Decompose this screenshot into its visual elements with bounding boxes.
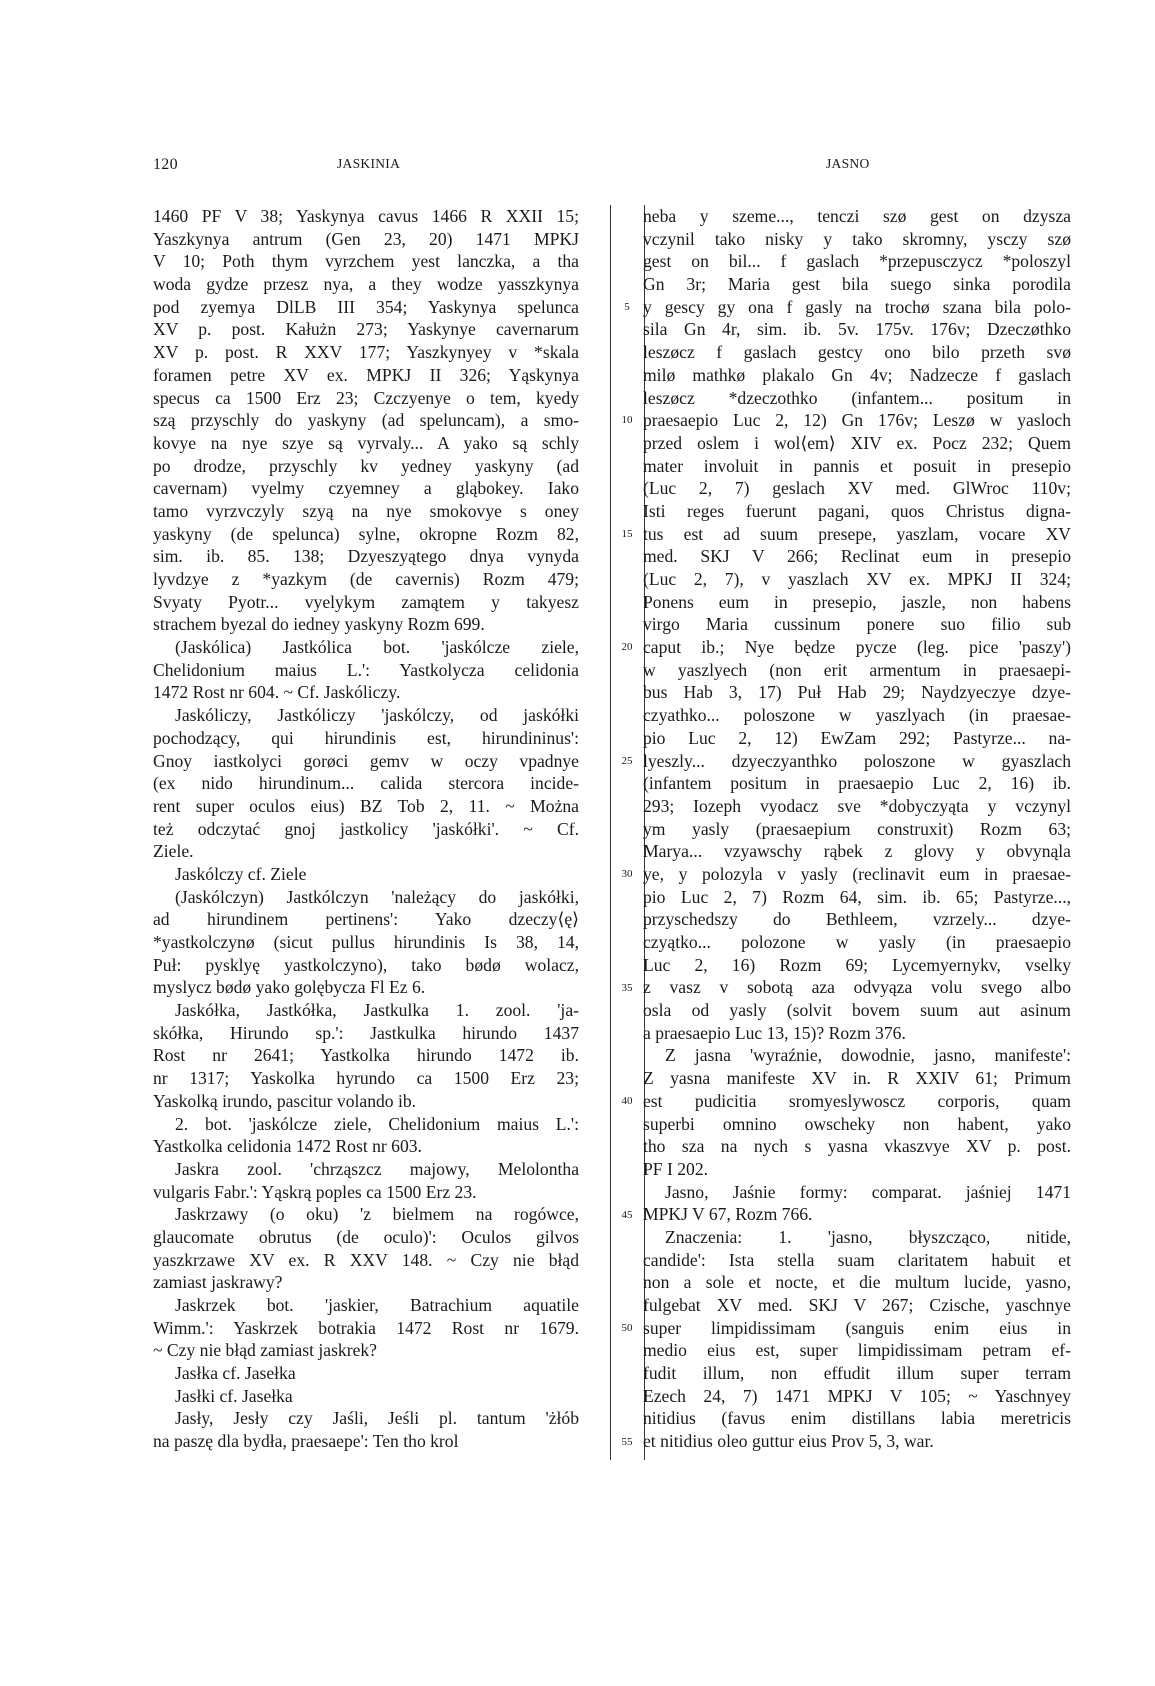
- text-line: lyvdzye z *yazkym (de cavernis) Rozm 479;: [153, 569, 579, 589]
- text-line: zamiast jaskrawy?: [153, 1272, 283, 1293]
- running-head-left: JASKINIA: [337, 156, 401, 171]
- text-line: bus Hab 3, 17) Puł Hab 29; Naydzyeczye dzye-: [643, 682, 1071, 703]
- text-line: ym yasly (praesaepium construxit) Rozm 63;: [643, 818, 1071, 839]
- text-line: pio Luc 2, 7) Rozm 64, sim. ib. 65; Pastyrze...,: [643, 886, 1071, 907]
- text-line: 1460 PF V 38; Yaskynya cavus 1466 R XXII 15;: [153, 206, 579, 226]
- line-number: 40: [621, 1095, 633, 1108]
- text-line: (Luc 2, 7), v yaszlach XV ex. MPKJ II 324;: [643, 569, 1071, 589]
- text-line: leszøcz f gaslach gestcy ono bilo przeth svø: [643, 342, 1071, 363]
- text-line: gest on bil... f gaslach *przepusczycz *poloszyl: [643, 251, 1071, 272]
- line-number: 35: [621, 981, 633, 994]
- text-line: po drodze, przyschly kv yedney yaskyny (ad: [153, 455, 579, 476]
- text-line: Yastkolka celidonia 1472 Rost nr 603.: [153, 1136, 422, 1157]
- text-line: Jasno, Jaśnie formy: comparat. jaśniej 1471: [665, 1181, 1071, 1202]
- text-line: lyeszly... dzyeczyanthko poloszone w gyaszlach: [643, 750, 1071, 771]
- left-column: [153, 205, 579, 1453]
- text-line: (Luc 2, 7) geslach XV med. GlWroc 110v;: [643, 478, 1071, 499]
- text-line: Isti reges fuerunt pagani, quos Christus digna-: [643, 500, 1071, 521]
- text-line: et nitidius oleo guttur eius Prov 5, 3, war.: [643, 1431, 934, 1452]
- text-line: osla od yasly (solvit bovem suum aut asinum: [643, 1000, 1071, 1021]
- text-line: pod zyemya DlLB III 354; Yaskynya spelunca: [153, 296, 579, 317]
- text-line: yaskyny (de spelunca) sylne, okropne Rozm 82,: [153, 523, 579, 544]
- text-line: nr 1317; Yaskolka hyrundo ca 1500 Erz 23;: [153, 1068, 579, 1089]
- text-line: (Jaskólczyn) Jastkólczyn 'należący do jaskółki,: [175, 886, 579, 907]
- line-number: 15: [621, 527, 633, 540]
- text-line: Yaskolką irundo, pascitur volando ib.: [153, 1090, 417, 1111]
- text-line: yaszkrzawe XV ex. R XXV 148. ~ Czy nie błąd: [153, 1249, 579, 1270]
- text-line: Gn 3r; Maria gest bila suego sinka porodila: [643, 274, 1071, 295]
- text-line: w yaszlyech (non erit armentum in praesaepi-: [643, 659, 1071, 680]
- gutter-rule-left: [610, 205, 611, 1460]
- text-line: leszøcz *dzeczothko (infantem... positum in: [643, 387, 1071, 408]
- text-line: na paszę dla bydła, praesaepe': Ten tho krol: [153, 1431, 459, 1452]
- text-line: foramen petre XV ex. MPKJ II 326; Yąskynya: [153, 364, 579, 385]
- text-line: sim. ib. 85. 138; Dzyeszyątego dnya vynyda: [153, 546, 579, 567]
- text-line: z vasz v sobotą aza odvyąza volu svego albo: [643, 977, 1071, 998]
- text-line: milø mathkø plakalo Gn 4v; Nadzecze f gaslach: [643, 364, 1071, 385]
- text-line: ~ Czy nie błąd zamiast jaskrek?: [153, 1340, 377, 1361]
- text-line: V 10; Poth thym vyrzchem yest lanczka, a tha: [153, 251, 579, 272]
- text-line: medio eius est, super limpidissimam petram ef-: [643, 1340, 1071, 1361]
- text-line: med. SKJ V 266; Reclinat eum in presepio: [643, 546, 1071, 567]
- text-line: Ezech 24, 7) 1471 MPKJ V 105; ~ Yaschnyey: [643, 1385, 1071, 1406]
- text-line: szą przyschly do yaskyny (ad speluncam), a smo-: [153, 410, 579, 431]
- text-line: pochodzący, qui hirundinis est, hirundininus':: [153, 727, 579, 748]
- text-line: a praesaepio Luc 13, 15)? Rozm 376.: [643, 1022, 906, 1043]
- line-number-gutter: [610, 205, 633, 1460]
- text-line: *yastkolczynø (sicut pullus hirundinis Is 38, 14,: [153, 932, 579, 952]
- text-line: MPKJ V 67, Rozm 766.: [643, 1204, 813, 1225]
- text-line: neba y szeme..., tenczi szø gest on dzysza: [643, 206, 1071, 226]
- text-line: myslycz bødø yako golębycza Fl Ez 6.: [153, 977, 426, 998]
- text-line: PF I 202.: [643, 1158, 709, 1179]
- line-number: 55: [621, 1435, 633, 1448]
- text-line: praesaepio Luc 2, 12) Gn 176v; Leszø w yasloch: [643, 410, 1071, 431]
- text-line: superbi omnino owscheky non habent, yako: [643, 1113, 1071, 1134]
- text-line: tus est ad suum presepe, yaszlam, vocare XV: [643, 523, 1071, 544]
- text-line: Jaskrzawy (o oku) 'z bielmem na rogówce,: [175, 1204, 579, 1225]
- text-line: XV p. post. R XXV 177; Yaszkynyey v *skala: [153, 342, 579, 363]
- text-line: est pudicitia sromyeslywoscz corporis, quam: [643, 1090, 1071, 1111]
- text-line: kovye na nye szye są vyrvaly... A yako są schly: [153, 432, 579, 453]
- text-line: Marya... vzyawschy rąbek z glovy y obvynąla: [643, 841, 1071, 862]
- text-line: glaucomate obrutus (de oculo)': Oculos gilvos: [153, 1226, 579, 1247]
- line-number: 25: [621, 754, 633, 767]
- text-line: czyątko... polozone w yasly (in praesaepio: [643, 932, 1071, 952]
- text-line: super limpidissimam (sanguis enim eius in: [643, 1317, 1071, 1338]
- text-line: Svyaty Pyotr... vyelykym zamątem y takyesz: [153, 591, 579, 612]
- text-line: tho sza na nych s yasna vkaszvye XV p. post.: [643, 1136, 1071, 1157]
- page-number: 120: [153, 156, 178, 173]
- text-line: Wimm.': Yaskrzek botrakia 1472 Rost nr 1679.: [153, 1317, 579, 1338]
- text-line: cavernam) vyelmy czyemney a gląbokey. Iako: [153, 478, 579, 499]
- text-line: specus ca 1500 Erz 23; Czczyenye o tem, kyedy: [153, 387, 579, 408]
- text-line: Luc 2, 16) Rozm 69; Lycemyernykv, vselky: [643, 954, 1071, 975]
- text-line: Ponens eum in presepio, jaszle, non habens: [643, 591, 1071, 612]
- text-line: pio Luc 2, 12) EwZam 292; Pastyrze... na-: [643, 727, 1071, 748]
- text-line: przyschedszy do Bethleem, vzrzely... dzye-: [643, 909, 1071, 930]
- text-line: Jaskrzek bot. 'jaskier, Batrachium aquatile: [175, 1295, 579, 1315]
- text-line: Jaskólczy cf. Ziele: [175, 863, 307, 884]
- text-line: Ziele.: [153, 841, 194, 862]
- text-line: virgo Maria cussinum ponere suo filio sub: [643, 614, 1071, 635]
- text-line: Jaskóliczy, Jastkóliczy 'jaskólczy, od jaskółki: [175, 705, 579, 726]
- text-line: Jasły, Jesły czy Jaśli, Jeśli pl. tantum 'żłób: [175, 1408, 579, 1429]
- text-line: rent super oculos eius) BZ Tob 2, 11. ~ Można: [153, 795, 579, 816]
- text-line: woda gydze przesz nya, a they wodze yasszkynya: [153, 274, 579, 295]
- text-line: Rost nr 2641; Yastkolka hirundo 1472 ib.: [153, 1045, 579, 1066]
- text-line: Z jasna 'wyraźnie, dowodnie, jasno, manifeste':: [665, 1045, 1071, 1066]
- running-head-right: JASNO: [826, 156, 870, 171]
- text-line: caput ib.; Nye będze pycze (leg. pice 'paszy'): [643, 637, 1071, 658]
- line-number: 30: [621, 868, 633, 881]
- text-line: przed oslem i wol⟨em⟩ XIV ex. Pocz 232; Quem: [643, 432, 1071, 453]
- line-number: 10: [621, 414, 633, 427]
- text-line: vulgaris Fabr.': Yąskrą poples ca 1500 Erz 23.: [153, 1181, 477, 1202]
- text-line: (Jaskólica) Jastkólica bot. 'jaskólcze ziele,: [175, 637, 579, 658]
- text-line: sila Gn 4r, sim. ib. 5v. 175v. 176v; Dzeczøthko: [643, 319, 1071, 340]
- text-line: (ex nido hirundinum... calida stercora incide-: [153, 773, 579, 794]
- text-line: nitidius (favus enim distillans labia meretricis: [643, 1408, 1071, 1429]
- text-line: candide': Ista stella suam claritatem habuit et: [643, 1249, 1071, 1270]
- text-line: Puł: pysklyę yastkolczyno), tako bødø wolacz,: [153, 954, 579, 975]
- text-line: non a sole et nocte, et die multum lucide, yasno,: [643, 1272, 1071, 1293]
- line-number: 20: [621, 641, 633, 654]
- text-line: 2. bot. 'jaskólcze ziele, Chelidonium maius L.':: [175, 1113, 579, 1134]
- text-line: XV p. post. Kałużn 273; Yaskynye cavernarum: [153, 319, 579, 340]
- text-line: tamo vyrzvczyly szyą na nye smokovye s oney: [153, 500, 579, 521]
- text-line: Jaskra zool. 'chrząszcz majowy, Melolontha: [175, 1158, 579, 1179]
- text-line: Z yasna manifeste XV in. R XXIV 61; Primum: [643, 1068, 1071, 1089]
- text-line: vczynil tako nisky y tako skromny, ysczy szø: [643, 228, 1071, 249]
- text-line: Jaskółka, Jastkółka, Jastkulka 1. zool. 'ja-: [175, 1000, 579, 1021]
- line-number: 50: [621, 1322, 633, 1335]
- text-line: Jasłka cf. Jasełka: [175, 1363, 296, 1384]
- text-line: 293; Iozeph vyodacz sve *dobyczyąta y vczynyl: [643, 795, 1071, 816]
- text-line: czyathko... poloszone w yaszlyach (in praesae-: [643, 705, 1071, 726]
- text-line: y gescy gy ona f gasly na trochø szana bila polo-: [643, 296, 1071, 317]
- text-line: ad hirundinem pertinens': Yako dzeczy⟨ę⟩: [153, 909, 579, 930]
- right-column: [643, 205, 1071, 1453]
- text-line: skółka, Hirundo sp.': Jastkulka hirundo 1437: [153, 1022, 579, 1043]
- line-number: 5: [624, 300, 630, 313]
- text-line: Znaczenia: 1. 'jasno, błyszcząco, nitide,: [665, 1226, 1071, 1247]
- text-line: też odczytać gnoj jastkolicy 'jaskółki'. ~ Cf.: [153, 818, 579, 839]
- text-line: Jasłki cf. Jasełka: [175, 1385, 293, 1406]
- text-line: ye, y polozyla v yasly (reclinavit eum in praesae-: [643, 863, 1071, 884]
- line-number: 45: [621, 1208, 633, 1221]
- text-line: fulgebat XV med. SKJ V 267; Czische, yaschnye: [643, 1295, 1071, 1315]
- text-line: Chelidonium maius L.': Yastkolycza celidonia: [153, 659, 579, 680]
- text-line: Yaszkynya antrum (Gen 23, 20) 1471 MPKJ: [153, 228, 579, 249]
- text-line: (infantem positum in praesaepio Luc 2, 16) ib.: [643, 773, 1071, 794]
- text-line: strachem byezal do iedney yaskyny Rozm 699.: [153, 614, 485, 635]
- text-line: fudit illum, non effudit illum super terram: [643, 1363, 1071, 1384]
- text-line: mater involuit in pannis et posuit in presepio: [643, 455, 1071, 476]
- text-line: 1472 Rost nr 604. ~ Cf. Jaskóliczy.: [153, 682, 401, 703]
- text-line: Gnoy iastkolyci gorøci gemv w oczy vpadnye: [153, 750, 579, 771]
